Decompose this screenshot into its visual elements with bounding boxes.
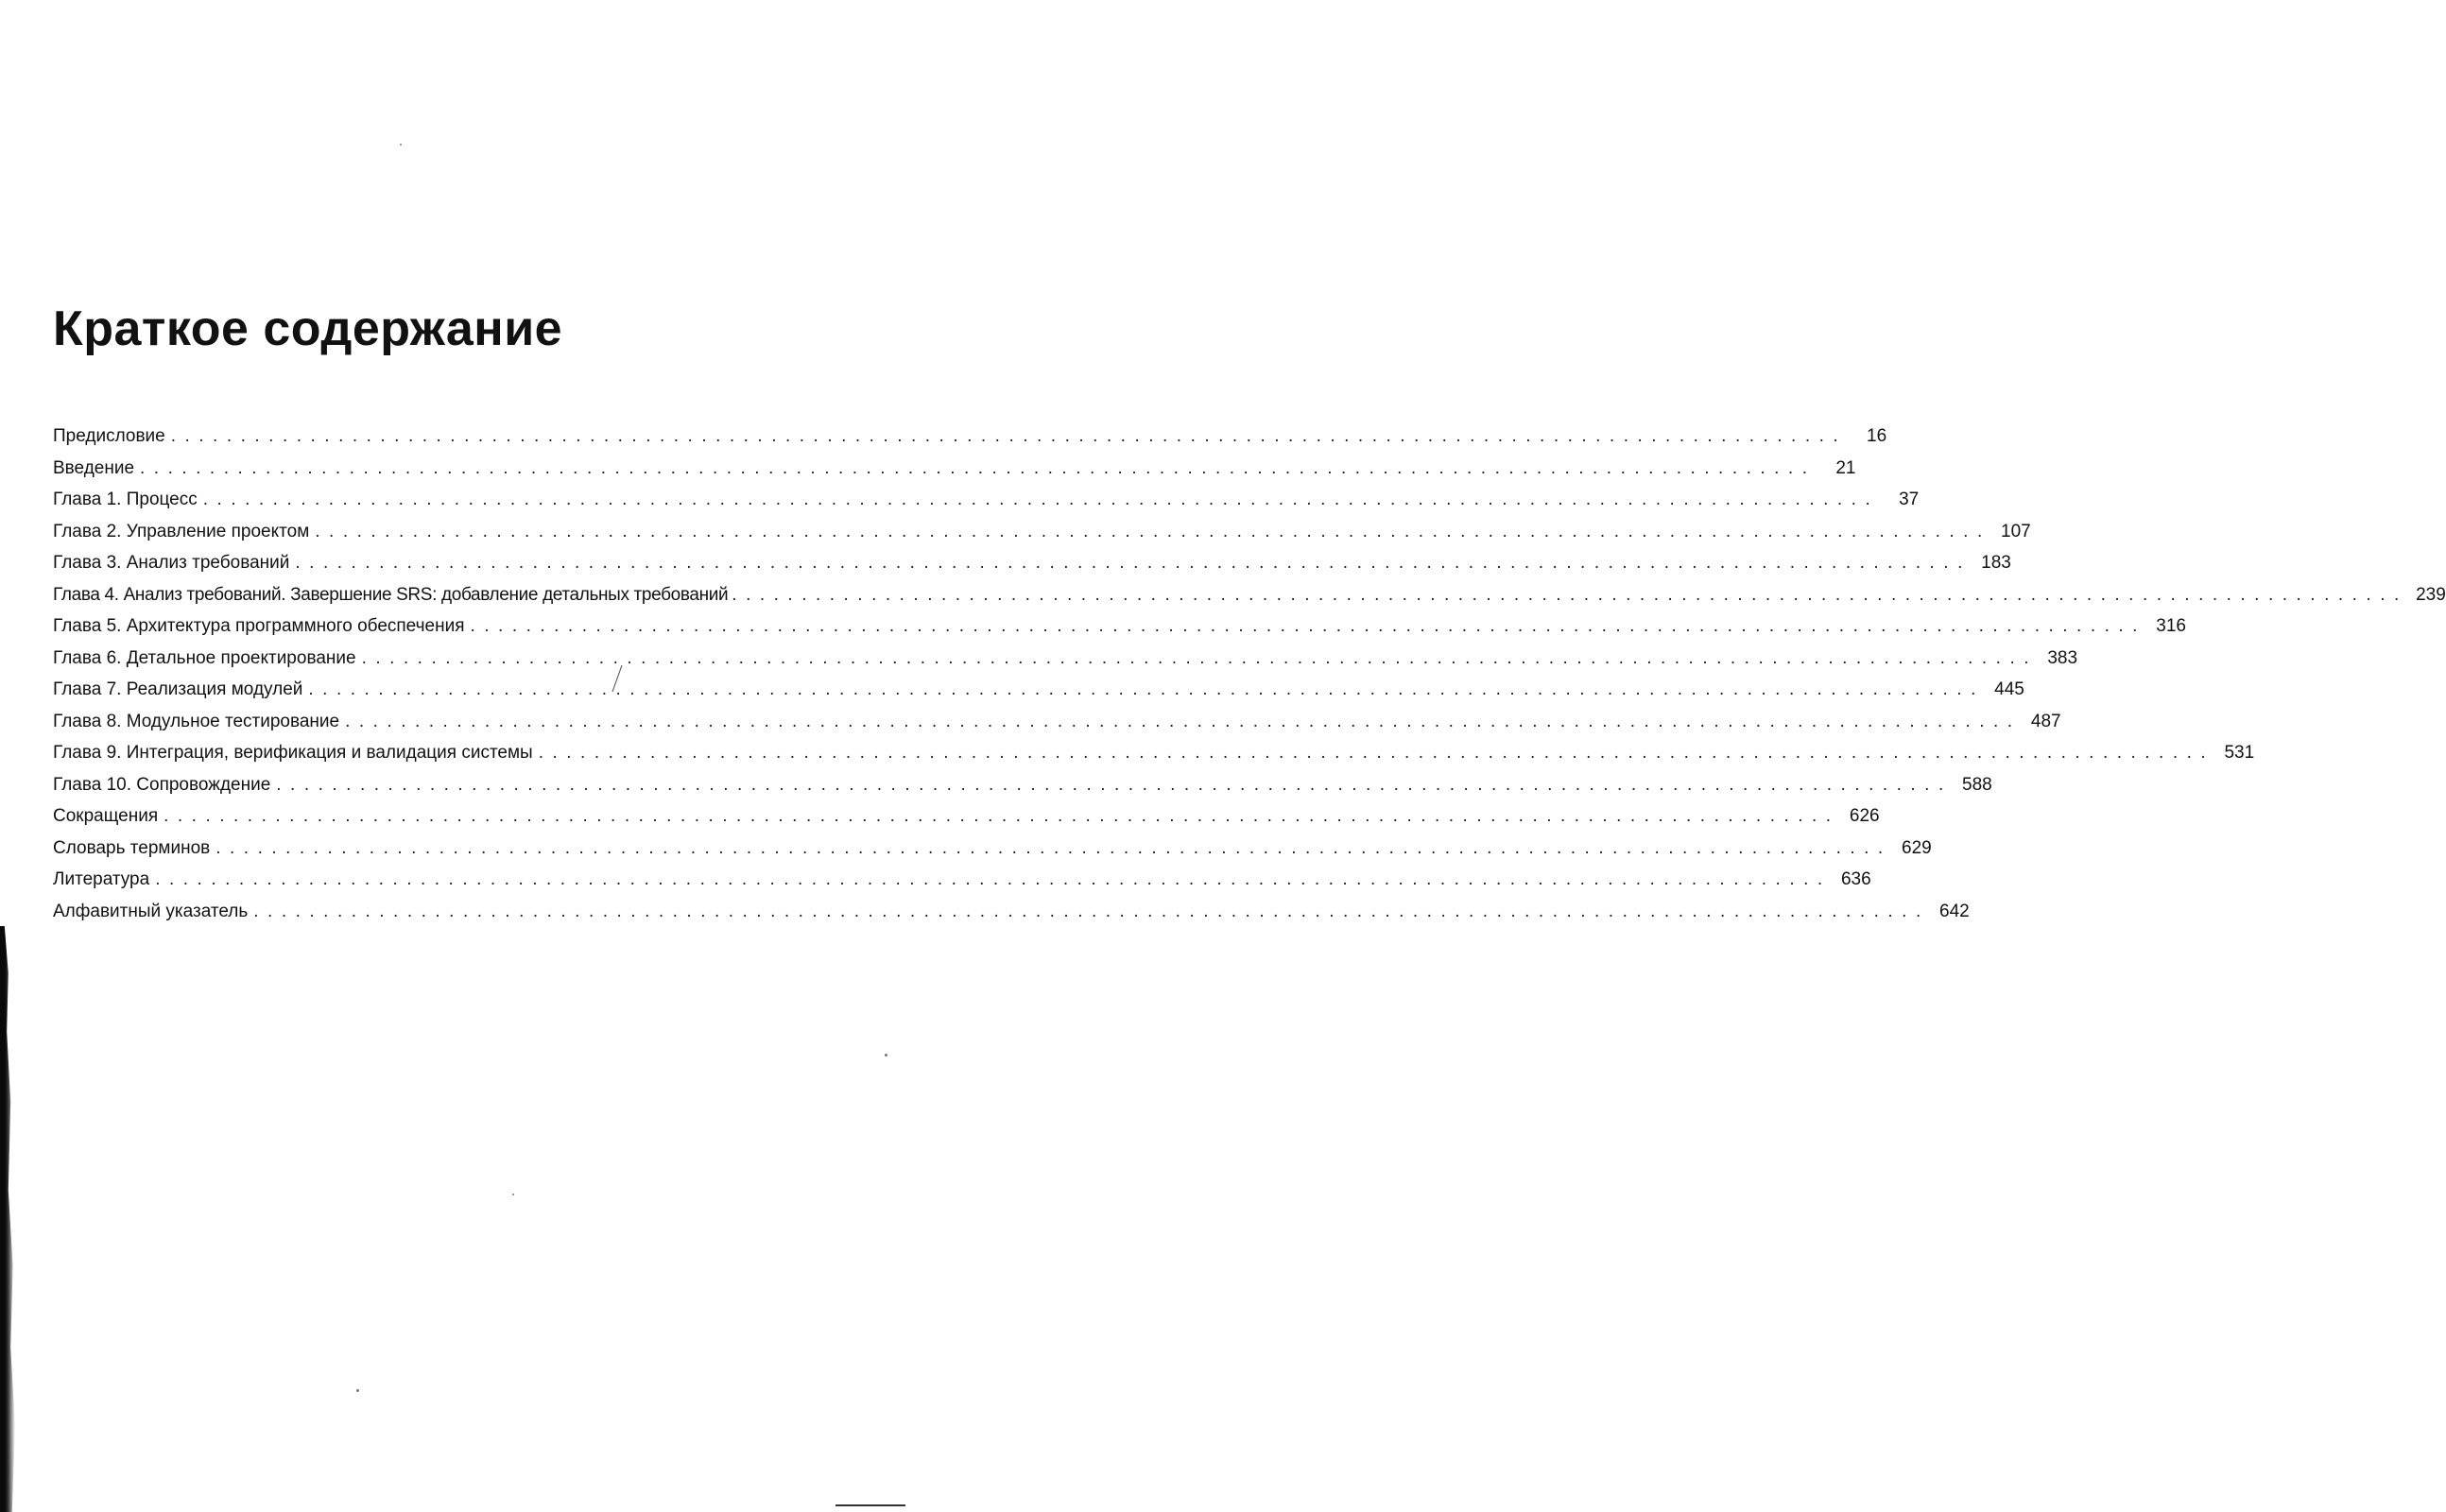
toc-entry[interactable] bbox=[53, 679, 2024, 712]
toc-entry-label: Сокращения bbox=[53, 806, 159, 826]
toc-entry[interactable] bbox=[53, 521, 2031, 554]
toc-entry-page: 316 bbox=[2156, 616, 2186, 636]
table-of-contents bbox=[53, 426, 2446, 933]
scan-edge-shadow bbox=[0, 926, 15, 1512]
toc-dot-leader: ........................................................................................................................ bbox=[164, 806, 1840, 826]
toc-entry[interactable] bbox=[53, 711, 2061, 744]
toc-entry-page: 531 bbox=[2224, 743, 2255, 763]
toc-entry-page: 636 bbox=[1840, 869, 1871, 889]
toc-entry-label: Глава 5. Архитектура программного обеспечения bbox=[53, 616, 465, 636]
toc-dot-leader: ........................................................................................................................ bbox=[295, 553, 1972, 573]
toc-entry-label: Глава 6. Детальное проектирование bbox=[53, 647, 356, 668]
toc-dot-leader: ........................................................................................................................ bbox=[170, 426, 1848, 446]
toc-dot-leader: ........................................................................................................................ bbox=[215, 837, 1892, 858]
toc-entry-page: 239 bbox=[2416, 584, 2446, 605]
toc-entry-label: Глава 2. Управление проектом bbox=[53, 521, 310, 541]
toc-dot-leader: ........................................................................................................................ bbox=[276, 774, 1953, 795]
toc-entry-label: Алфавитный указатель bbox=[53, 901, 249, 921]
toc-dot-leader: ........................................................................................................................ bbox=[308, 679, 1985, 699]
scan-speck bbox=[356, 1389, 359, 1392]
toc-entry[interactable] bbox=[53, 457, 1856, 490]
toc-entry-page: 642 bbox=[1939, 901, 1970, 921]
toc-entry-label: Глава 3. Анализ требований bbox=[53, 553, 290, 573]
toc-entry-page: 445 bbox=[1994, 679, 2024, 699]
pen-stroke-mark bbox=[611, 664, 624, 693]
toc-entry-page: 629 bbox=[1902, 837, 1932, 858]
toc-entry-page: 588 bbox=[1962, 774, 1992, 795]
toc-dot-leader: ........................................................................................................................ bbox=[538, 743, 2215, 763]
toc-dot-leader: ........................................................................................................................ bbox=[253, 901, 1930, 921]
toc-entry[interactable] bbox=[53, 616, 2186, 648]
toc-entry-label: Глава 1. Процесс bbox=[53, 490, 198, 509]
toc-entry-label: Глава 9. Интеграция, верификация и валидация системы bbox=[53, 743, 533, 763]
bottom-rule bbox=[835, 1504, 905, 1506]
toc-entry[interactable] bbox=[53, 647, 2078, 680]
toc-entry-label: Словарь терминов bbox=[53, 837, 211, 858]
toc-dot-leader: ........................................................................................................................ bbox=[345, 711, 2022, 731]
toc-entry[interactable] bbox=[53, 774, 1992, 807]
toc-entry-label: Глава 4. Анализ требований. Завершение SRS: добавление детальных требований bbox=[53, 584, 729, 605]
toc-entry-label: Литература bbox=[53, 869, 150, 889]
toc-entry[interactable] bbox=[53, 426, 1887, 458]
toc-entry[interactable] bbox=[53, 806, 1880, 838]
toc-entry-label: Введение bbox=[53, 457, 135, 478]
toc-entry-page: 487 bbox=[2030, 711, 2061, 731]
toc-dot-leader: ........................................................................................................................ bbox=[155, 869, 1832, 889]
toc-dot-leader: ........................................................................................................................ bbox=[470, 616, 2146, 636]
toc-entry-page: 626 bbox=[1849, 806, 1880, 826]
toc-entry[interactable] bbox=[53, 490, 1920, 522]
toc-entry[interactable] bbox=[53, 743, 2255, 775]
toc-entry-page: 37 bbox=[1899, 490, 1920, 509]
scan-speck bbox=[512, 1194, 514, 1195]
toc-entry[interactable] bbox=[53, 901, 1970, 934]
toc-entry-page: 383 bbox=[2047, 647, 2078, 668]
toc-entry[interactable] bbox=[53, 837, 1932, 870]
scan-speck bbox=[885, 1054, 887, 1057]
toc-entry-label: Предисловие bbox=[53, 426, 165, 446]
toc-dot-leader: ........................................................................................................................ bbox=[315, 521, 1991, 541]
toc-entry-page: 107 bbox=[2001, 521, 2031, 541]
toc-entry-page: 21 bbox=[1835, 457, 1856, 478]
toc-dot-leader: ........................................................................................................................ bbox=[140, 457, 1817, 478]
toc-entry[interactable] bbox=[53, 869, 1871, 902]
toc-dot-leader: ........................................................................................................................ bbox=[732, 584, 2408, 605]
toc-entry-label: Глава 7. Реализация модулей bbox=[53, 679, 303, 699]
toc-entry-page: 16 bbox=[1867, 426, 1887, 446]
toc-entry[interactable] bbox=[53, 584, 2446, 617]
toc-entry-label: Глава 10. Сопровождение bbox=[53, 774, 271, 795]
page-title: Краткое содержание bbox=[53, 301, 563, 356]
toc-dot-leader: ........................................................................................................................ bbox=[202, 490, 1880, 509]
toc-entry-page: 183 bbox=[1981, 553, 2011, 573]
toc-entry-label: Глава 8. Модульное тестирование bbox=[53, 711, 340, 731]
toc-dot-leader: ........................................................................................................................ bbox=[361, 647, 2039, 668]
toc-entry[interactable] bbox=[53, 553, 2011, 585]
scan-speck bbox=[400, 144, 402, 146]
